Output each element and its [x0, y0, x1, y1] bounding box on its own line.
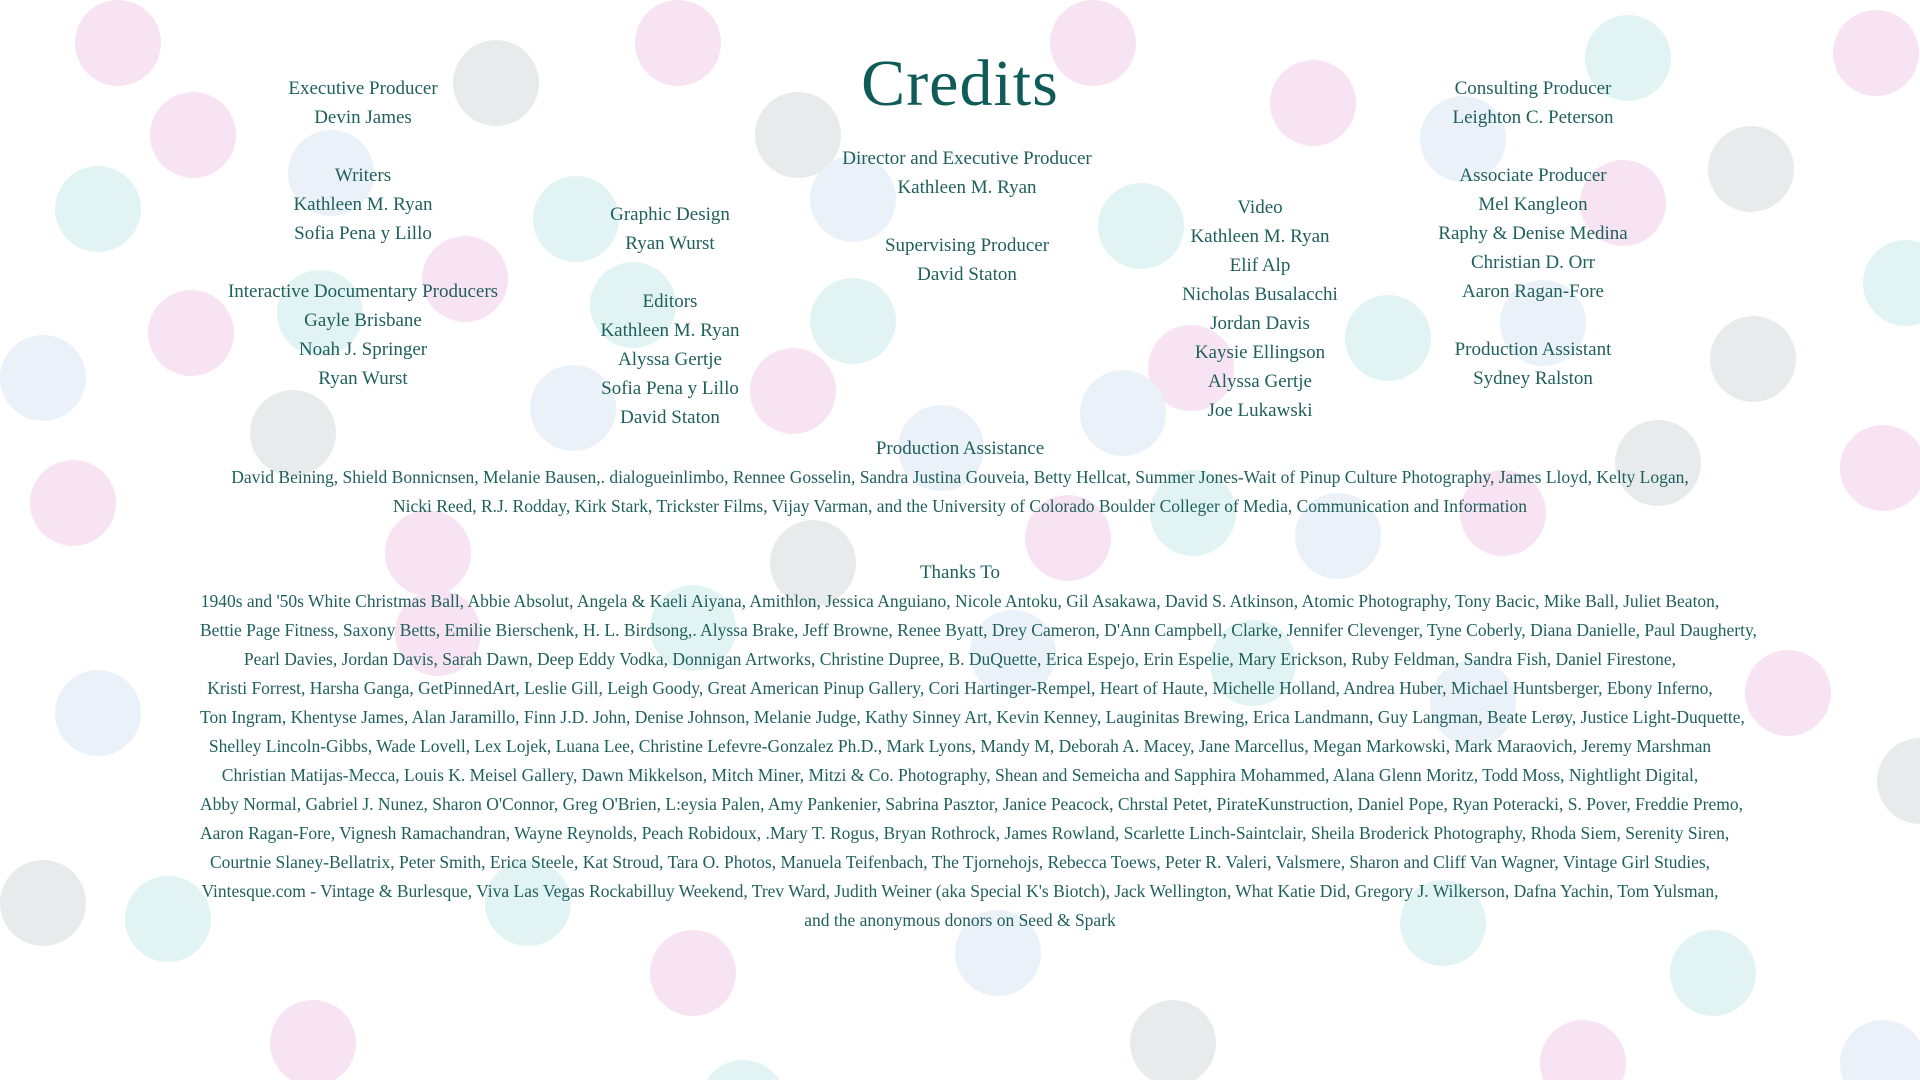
thanks-heading: Thanks To — [919, 562, 1001, 583]
credit-name: Sofia Pena y Lillo — [294, 223, 432, 244]
page-title: Credits — [861, 47, 1059, 120]
thanks-line: Vintesque.com - Vintage & Burlesque, Viva Las Vegas Rockabilluy Weekend, Trev Ward, Judith Weiner (aka Special K's Biotch), Jack Wellington, What Katie Did, Gregory J. Wilkerson, Dafna Yachin, Tom Yulsman, — [201, 881, 1719, 901]
credit-name: Kathleen M. Ryan — [293, 194, 433, 215]
production-assistance-heading: Production Assistance — [875, 438, 1045, 459]
credit-name: Kathleen M. Ryan — [600, 320, 740, 341]
credit-name: Christian D. Orr — [1470, 252, 1595, 273]
credit-name: Aaron Ragan-Fore — [1462, 281, 1604, 302]
credits-column-1 — [213, 74, 513, 393]
credits-column-3 — [817, 144, 1117, 289]
credit-role: Consulting Producer — [1454, 78, 1612, 99]
thanks-line: Christian Matijas-Mecca, Louis K. Meisel Gallery, Dawn Mikkelson, Mitch Miner, Mitzi & Co. Photography, Shean and Semeicha and Sapphira Mohammed, Alana Glenn Moritz, Todd Moss, Nightlight Digital, — [221, 765, 1699, 785]
credit-name: Mel Kangleon — [1478, 194, 1588, 215]
credit-name: David Staton — [917, 264, 1017, 285]
credit-section — [213, 74, 513, 132]
production-assistance-line: Nicki Reed, R.J. Rodday, Kirk Stark, Trickster Films, Vijay Varman, and the University of Colorado Boulder Colleger of Media, Communication and Information — [392, 496, 1528, 516]
credit-section — [1383, 74, 1683, 132]
credit-name: Ryan Wurst — [625, 233, 715, 254]
credit-role: Director and Executive Producer — [842, 148, 1092, 169]
credit-name: Ryan Wurst — [318, 368, 408, 389]
thanks-line: Aaron Ragan-Fore, Vignesh Ramachandran, Wayne Reynolds, Peach Robidoux, .Mary T. Rogus, Bryan Rothrock, James Rowland, Scarlette Linch-Saintclair, Sheila Broderick Photography, Rhoda Siem, Serenity Siren, — [200, 823, 1730, 843]
credit-section — [213, 277, 513, 393]
credit-section — [817, 231, 1117, 289]
credit-role: Video — [1237, 197, 1283, 218]
production-assistance-line: David Beining, Shield Bonnicnsen, Melanie Bausen,. dialogueinlimbo, Rennee Gosselin, Sandra Justina Gouveia, Betty Hellcat, Summer Jones-Wait of Pinup Culture Photography, James Lloyd, Kelty Logan, — [231, 467, 1689, 487]
credit-section — [520, 200, 820, 258]
credit-name: Sydney Ralston — [1473, 368, 1593, 389]
credit-section — [1383, 335, 1683, 393]
credit-role: Production Assistant — [1454, 339, 1612, 360]
credits-column-5 — [1383, 74, 1683, 393]
thanks-line: Kristi Forrest, Harsha Ganga, GetPinnedArt, Leslie Gill, Leigh Goody, Great American Pinup Gallery, Cori Hartinger-Rempel, Heart of Haute, Michelle Holland, Andrea Huber, Michael Huntsberger, Ebony Inferno, — [207, 678, 1713, 698]
credits-column-2 — [520, 200, 820, 432]
credit-section — [213, 161, 513, 248]
thanks-line: 1940s and '50s White Christmas Ball, Abbie Absolut, Angela & Kaeli Aiyana, Amithlon, Jessica Anguiano, Nicole Antoku, Gil Asakawa, David S. Atkinson, Atomic Photography, Tony Bacic, Mike Ball, Juliet Beaton, — [200, 591, 1720, 611]
credit-name: Alyssa Gertje — [618, 349, 722, 370]
credit-name: Devin James — [314, 107, 412, 128]
credits-column-4 — [1110, 193, 1410, 425]
credit-name: Kathleen M. Ryan — [1190, 226, 1330, 247]
credit-section — [1110, 193, 1410, 425]
credit-name: Kathleen M. Ryan — [897, 177, 1037, 198]
credit-section — [817, 144, 1117, 202]
thanks-line: Shelley Lincoln-Gibbs, Wade Lovell, Lex Lojek, Luana Lee, Christine Lefevre-Gonzalez Ph.D., Mark Lyons, Mandy M, Deborah A. Macey, Jane Marcellus, Megan Markowski, Mark Maraovich, Jeremy Marshman — [208, 736, 1712, 756]
credit-section — [520, 287, 820, 432]
thanks-line: Bettie Page Fitness, Saxony Betts, Emilie Bierschenk, H. L. Birdsong,. Alyssa Brake, Jeff Browne, Renee Byatt, Drey Cameron, D'Ann Campbell, Clarke, Jennifer Clevenger, Tyne Coberly, Diana Danielle, Paul Daugherty, — [200, 620, 1757, 640]
production-assistance-section — [200, 434, 1720, 521]
credit-role: Associate Producer — [1459, 165, 1607, 186]
credit-role: Editors — [642, 291, 698, 312]
credit-name: Raphy & Denise Medina — [1438, 223, 1628, 244]
thanks-line: Pearl Davies, Jordan Davis, Sarah Dawn, Deep Eddy Vodka, Donnigan Artworks, Christine Dupree, B. DuQuette, Erica Espejo, Erin Espelie, Mary Erickson, Ruby Feldman, Sandra Fish, Daniel Firestone, — [243, 649, 1677, 669]
credit-name: Jordan Davis — [1210, 313, 1310, 334]
credit-role: Graphic Design — [610, 204, 730, 225]
credit-role: Supervising Producer — [884, 235, 1050, 256]
credit-name: Kaysie Ellingson — [1194, 342, 1326, 363]
credit-name: Noah J. Springer — [298, 339, 428, 360]
credit-section — [1383, 161, 1683, 306]
credit-name: Sofia Pena y Lillo — [601, 378, 739, 399]
credit-role: Executive Producer — [288, 78, 438, 99]
credit-name: Gayle Brisbane — [304, 310, 422, 331]
thanks-section — [200, 558, 1757, 935]
thanks-line: Ton Ingram, Khentyse James, Alan Jaramillo, Finn J.D. John, Denise Johnson, Melanie Judge, Kathy Sinney Art, Kevin Kenney, Lauginitas Brewing, Erica Landmann, Guy Langman, Beate Lerøy, Justice Light-Duquette, — [200, 707, 1745, 727]
credit-name: David Staton — [620, 407, 720, 428]
credit-name: Elif Alp — [1229, 255, 1291, 276]
thanks-line: and the anonymous donors on Seed & Spark — [804, 910, 1116, 930]
credit-name: Leighton C. Peterson — [1452, 107, 1614, 128]
credit-role: Interactive Documentary Producers — [227, 281, 499, 302]
thanks-line: Abby Normal, Gabriel J. Nunez, Sharon O'Connor, Greg O'Brien, L:eysia Palen, Amy Pankenier, Sabrina Pasztor, Janice Peacock, Chrstal Petet, PirateKunstruction, Daniel Pope, Ryan Poteracki, S. Pover, Freddie Premo, — [200, 794, 1743, 814]
credit-role: Writers — [334, 165, 392, 186]
credit-name: Joe Lukawski — [1207, 400, 1313, 421]
thanks-line: Courtnie Slaney-Bellatrix, Peter Smith, Erica Steele, Kat Stroud, Tara O. Photos, Manuela Teifenbach, The Tjornehojs, Rebecca Toews, Peter R. Valeri, Valsmere, Sharon and Cliff Van Wagner, Vintage Girl Studies, — [209, 852, 1711, 872]
credit-name: Alyssa Gertje — [1208, 371, 1312, 392]
credit-name: Nicholas Busalacchi — [1182, 284, 1338, 305]
